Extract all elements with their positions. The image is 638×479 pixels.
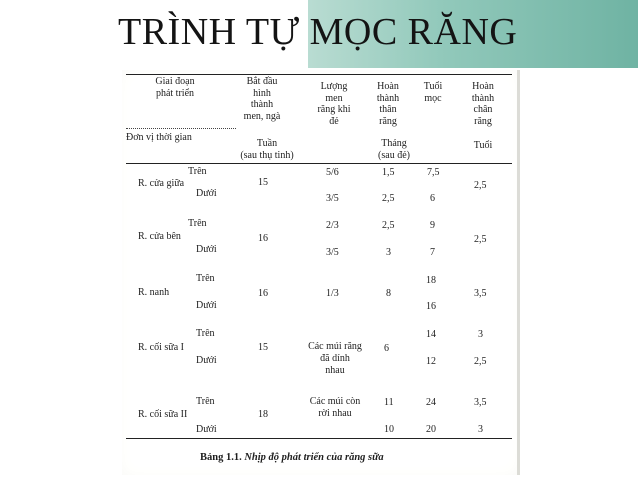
row4-amount: Các múi răng đã dính nhau	[308, 341, 362, 376]
row2-crown-lower: 3	[386, 247, 391, 258]
slide-title: TRÌNH TỰ MỌC RĂNG	[118, 11, 518, 53]
row1-erupt-upper: 7,5	[427, 167, 440, 178]
caption-prefix: Bảng 1.1.	[200, 452, 242, 463]
row1-amount-upper: 5/6	[326, 167, 339, 178]
row1-lower: Dưới	[196, 188, 217, 199]
scan-edge	[517, 70, 520, 475]
row4-erupt-upper: 14	[426, 329, 436, 340]
header-stage: Giai đoạn phát triển	[155, 76, 195, 99]
row3-erupt-upper: 18	[426, 275, 436, 286]
row5-lower: Dưới	[196, 424, 217, 435]
row2-root: 2,5	[474, 234, 487, 245]
row3-start: 16	[258, 288, 268, 299]
row1-tooth: R. cửa giữa	[138, 178, 185, 189]
row4-root-lower: 2,5	[474, 356, 487, 367]
row5-erupt-upper: 24	[426, 397, 436, 408]
row5-upper: Trên	[196, 396, 215, 407]
row1-amount-lower: 3/5	[326, 193, 339, 204]
row2-lower: Dưới	[196, 244, 217, 255]
units-weeks: Tuần (sau thụ tinh)	[240, 138, 294, 161]
row2-crown-upper: 2,5	[382, 220, 395, 231]
row4-root-upper: 3	[478, 329, 483, 340]
row2-start: 16	[258, 233, 268, 244]
row3-erupt-lower: 16	[426, 301, 436, 312]
row2-amount-upper: 2/3	[326, 220, 339, 231]
units-months: Tháng (sau đẻ)	[378, 138, 410, 161]
row2-erupt-lower: 7	[430, 247, 435, 258]
header-root: Hoàn thành chân răng	[471, 81, 495, 127]
caption-text: Nhịp độ phát triển của răng sữa	[244, 452, 384, 463]
row2-amount-lower: 3/5	[326, 247, 339, 258]
row2-tooth: R. cửa bên	[138, 231, 181, 242]
units-label: Đơn vị thời gian	[126, 132, 192, 143]
row4-tooth: R. cối sữa I	[138, 342, 184, 353]
row3-crown: 8	[386, 288, 391, 299]
row5-crown-lower: 10	[384, 424, 394, 435]
header-eruption: Tuổi mọc	[423, 81, 443, 104]
row4-start: 15	[258, 342, 268, 353]
row3-upper: Trên	[196, 273, 215, 284]
row4-erupt-lower: 12	[426, 356, 436, 367]
row5-amount: Các múi còn rời nhau	[309, 396, 361, 419]
row4-lower: Dưới	[196, 355, 217, 366]
row3-root: 3,5	[474, 288, 487, 299]
row2-upper: Trên	[188, 218, 207, 229]
table-top-rule	[126, 74, 512, 75]
row2-erupt-upper: 9	[430, 220, 435, 231]
row1-start: 15	[258, 177, 268, 188]
row5-root-lower: 3	[478, 424, 483, 435]
row5-start: 18	[258, 409, 268, 420]
header-bottom-rule	[126, 163, 512, 164]
row1-upper: Trên	[188, 166, 207, 177]
row3-tooth: R. nanh	[138, 287, 170, 298]
header-start: Bắt đầu hình thành men, ngà	[243, 76, 281, 122]
units-years: Tuổi	[473, 140, 493, 151]
row3-amount: 1/3	[326, 288, 339, 299]
row1-root: 2,5	[474, 180, 487, 191]
header-amount: Lượng men răng khi đẻ	[317, 81, 351, 127]
table-caption	[200, 452, 384, 463]
table-bottom-rule	[126, 438, 512, 439]
row4-upper: Trên	[196, 328, 215, 339]
row5-crown-upper: 11	[384, 397, 394, 408]
row5-root-upper: 3,5	[474, 397, 487, 408]
row1-erupt-lower: 6	[430, 193, 435, 204]
row1-crown-lower: 2,5	[382, 193, 395, 204]
header-divider	[126, 128, 236, 129]
row3-lower: Dưới	[196, 300, 217, 311]
row1-crown-upper: 1,5	[382, 167, 395, 178]
row5-tooth: R. cối sữa II	[138, 409, 188, 420]
row5-erupt-lower: 20	[426, 424, 436, 435]
header-crown: Hoàn thành thân răng	[376, 81, 400, 127]
row4-crown: 6	[384, 343, 389, 354]
